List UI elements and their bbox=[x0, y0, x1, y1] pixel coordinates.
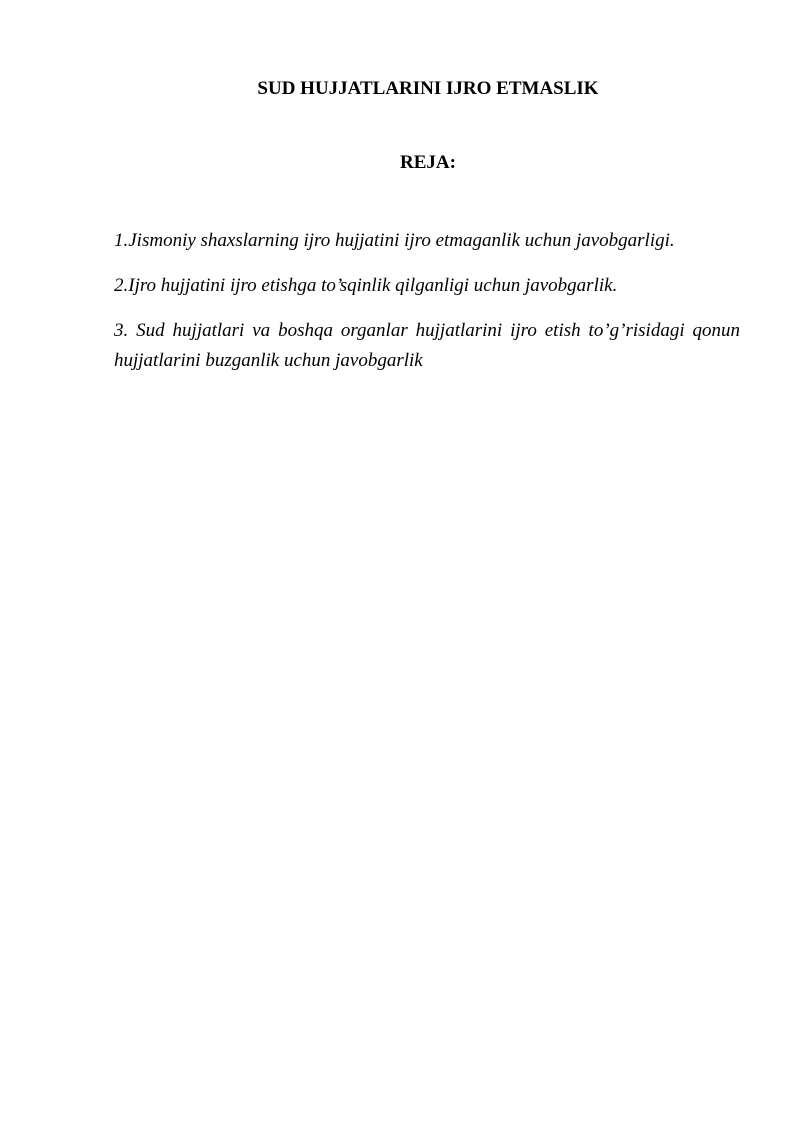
plan-list bbox=[114, 226, 740, 391]
plan-item-3: 3. Sud hujjatlari va boshqa organlar hujjatlarini ijro etish to’g’risidagi qonun hujjatlarini buzganlik uchun javobgarlik bbox=[114, 320, 740, 371]
document-title: SUD HUJJATLARINI IJRO ETMASLIK bbox=[257, 78, 599, 99]
plan-heading: REJA: bbox=[400, 152, 456, 173]
plan-item-2: 2.Ijro hujjatini ijro etishga to’sqinlik qilganligi uchun javobgarlik. bbox=[114, 275, 618, 296]
plan-item-1: 1.Jismoniy shaxslarning ijro hujjatini ijro etmaganlik uchun javobgarligi. bbox=[114, 230, 675, 251]
